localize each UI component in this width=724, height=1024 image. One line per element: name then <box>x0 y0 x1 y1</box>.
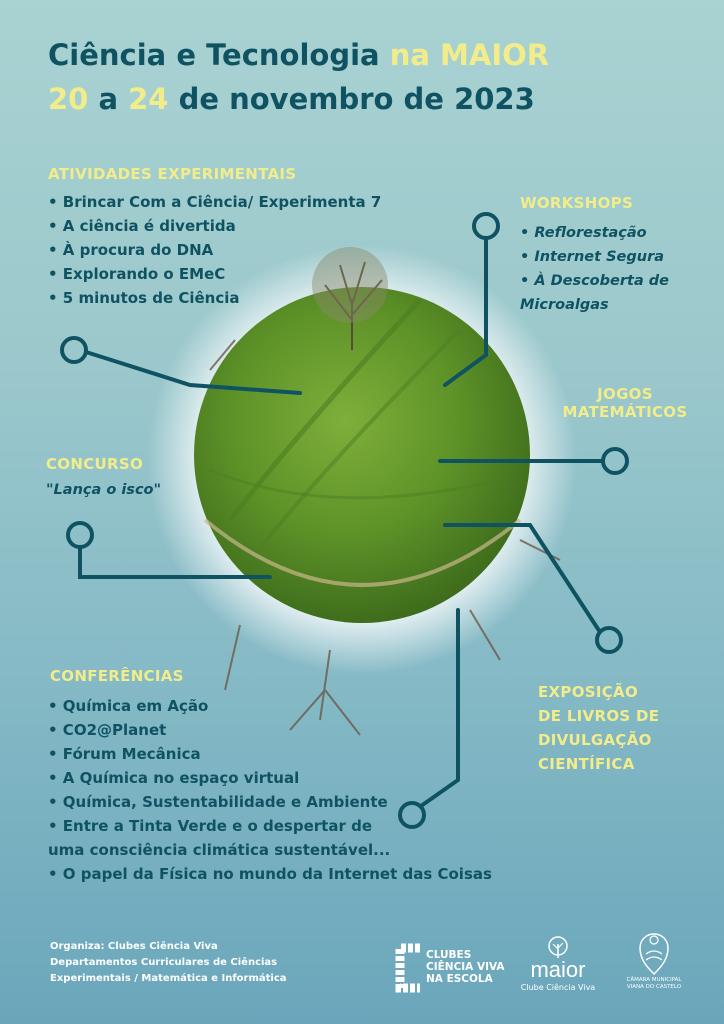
connector-node <box>474 214 498 238</box>
grass-globe <box>194 287 530 623</box>
jogos-line: MATEMÁTICOS <box>562 403 688 421</box>
footer-organizers <box>50 939 287 987</box>
connector-node <box>68 523 92 547</box>
jogos-heading <box>555 385 695 421</box>
list-item: • À procura do DNA <box>48 241 214 259</box>
list-item: • A ciência é divertida <box>48 217 236 235</box>
event-date <box>48 82 535 116</box>
exposicao-heading <box>538 680 659 776</box>
date-start: 20 <box>48 82 89 116</box>
connector-node <box>603 449 627 473</box>
list-item: • À Descoberta de <box>520 273 669 289</box>
atividades-list <box>48 190 381 310</box>
exposicao-line: EXPOSIÇÃO <box>538 683 639 701</box>
list-item: • Fórum Mecânica <box>48 745 201 763</box>
concurso-heading: CONCURSO <box>46 455 144 473</box>
list-item: • Química em Ação <box>48 697 209 715</box>
clubes-logo-line: NA ESCOLA <box>426 973 493 985</box>
date-end: 24 <box>128 82 169 116</box>
clubes-logo-line: CIÊNCIA VIVA <box>426 961 505 973</box>
camara-municipal-logo <box>622 932 686 996</box>
jogos-line: JOGOS <box>597 385 653 403</box>
list-item: uma consciência climática sustentável... <box>48 841 391 859</box>
maior-logo-text: maior <box>530 957 586 982</box>
camara-logo-line: CÂMARA MUNICIPAL <box>626 977 682 983</box>
title-main: Ciência e Tecnologia <box>48 38 380 72</box>
concurso-subtitle: "Lança o isco" <box>46 482 162 498</box>
list-item: • 5 minutos de Ciência <box>48 289 240 307</box>
clubes-c-icon <box>392 942 424 994</box>
footer-line: Departamentos Curriculares de Ciências <box>50 957 278 968</box>
conferencias-list <box>48 694 492 886</box>
connector-node <box>62 338 86 362</box>
footer-line: Experimentais / Matemática e Informática <box>50 973 287 984</box>
date-separator: a <box>88 82 129 116</box>
list-item: • Brincar Com a Ciência/ Experimenta 7 <box>48 193 382 211</box>
atividades-heading: ATIVIDADES EXPERIMENTAIS <box>48 165 297 183</box>
list-item: • Química, Sustentabilidade e Ambiente <box>48 793 388 811</box>
workshops-heading: WORKSHOPS <box>520 194 634 212</box>
date-month-year: de novembro de 2023 <box>168 82 535 116</box>
camara-logo-line: VIANA DO CASTELO <box>626 984 682 990</box>
list-item: • A Química no espaço virtual <box>48 769 300 787</box>
footer-line: Organiza: Clubes Ciência Viva <box>50 941 218 952</box>
list-item: • Entre a Tinta Verde e o despertar de <box>48 817 372 835</box>
municipal-crest-icon <box>634 932 674 976</box>
exposicao-line: CIENTÍFICA <box>538 755 635 773</box>
list-item: • Explorando o EMeC <box>48 265 226 283</box>
workshops-list <box>520 221 669 317</box>
list-item: • O papel da Física no mundo da Internet das Coisas <box>48 865 492 883</box>
list-item: • Internet Segura <box>520 249 665 265</box>
list-item: • Reflorestação <box>520 225 647 241</box>
exposicao-line: DIVULGAÇÃO <box>538 731 652 749</box>
title-accent: na MAIOR <box>389 38 550 72</box>
clubes-logo-line: CLUBES <box>426 949 472 961</box>
page-title <box>48 38 549 72</box>
maior-logo-subtitle: Clube Ciência Viva <box>520 983 596 992</box>
clubes-ciencia-viva-logo <box>392 942 505 994</box>
list-item: Microalgas <box>520 297 609 313</box>
exposicao-line: DE LIVROS DE <box>538 707 660 725</box>
list-item: • CO2@Planet <box>48 721 167 739</box>
conferencias-heading: CONFERÊNCIAS <box>50 667 184 685</box>
maior-logo <box>518 936 598 996</box>
